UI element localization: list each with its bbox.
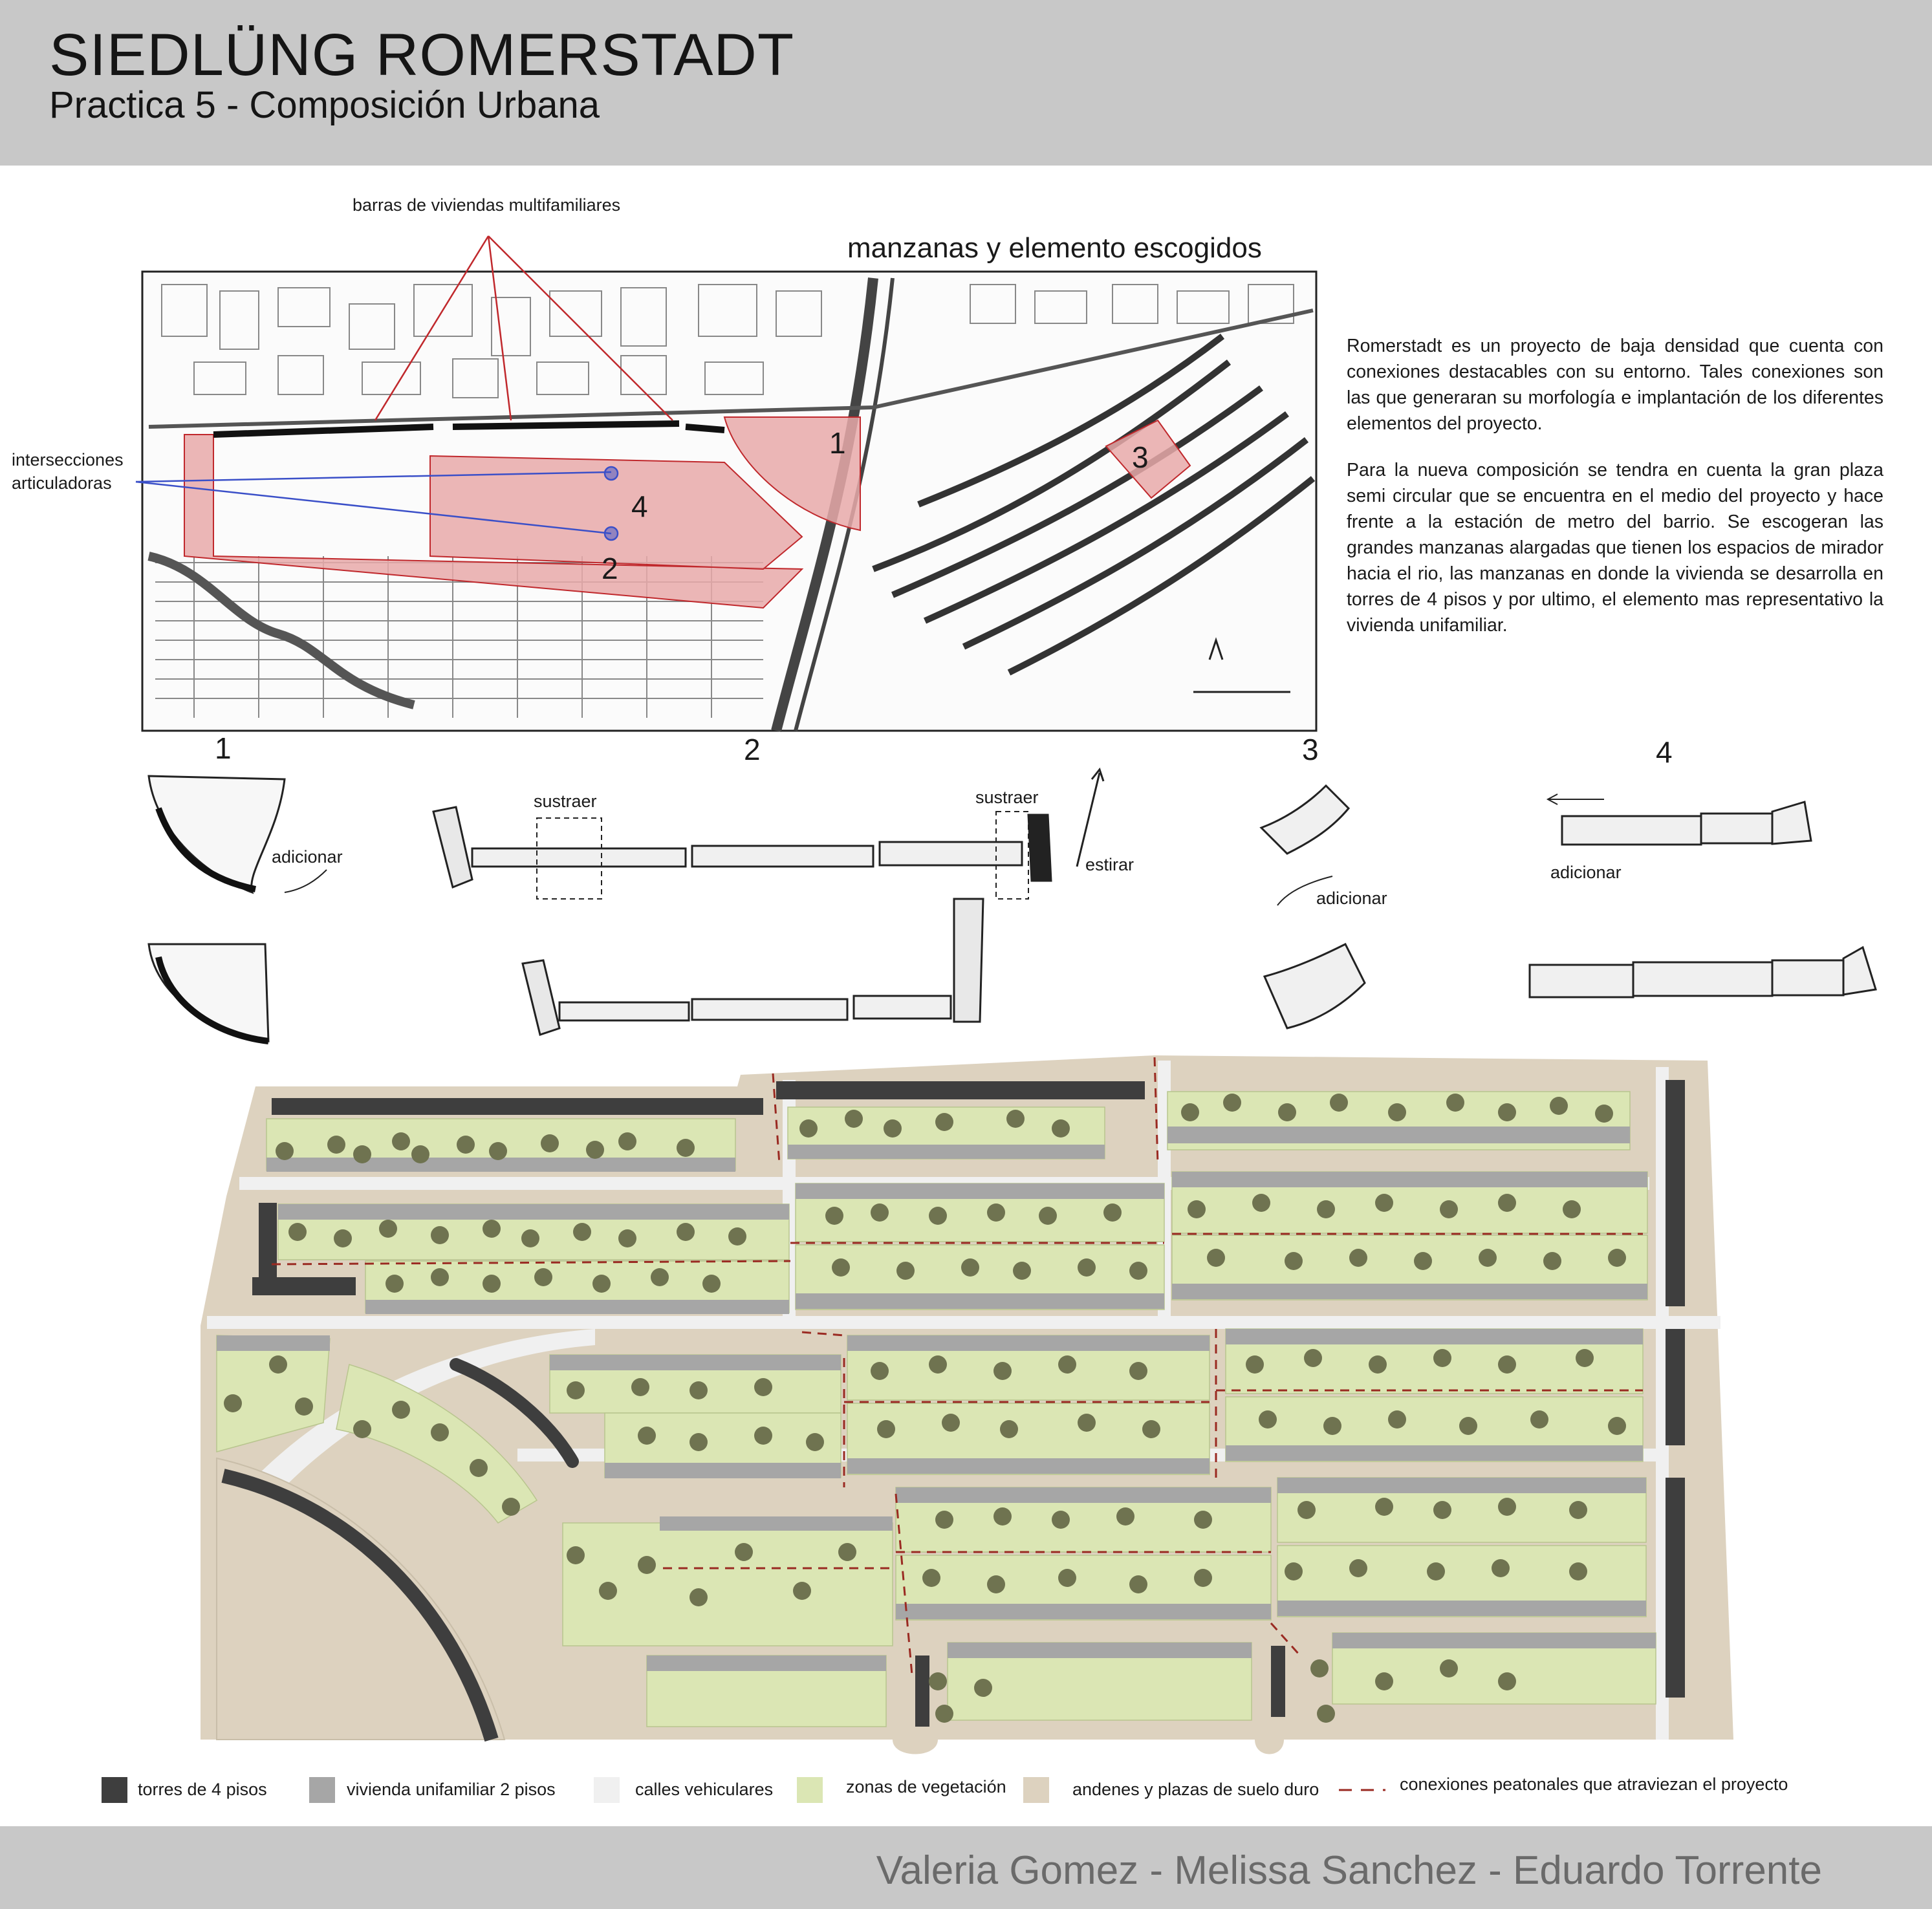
label-adicionar-1: adicionar	[272, 847, 343, 867]
label-articuladoras: articuladoras	[12, 473, 112, 493]
op1-bottom	[149, 944, 268, 1041]
op1-top	[149, 776, 285, 892]
page-subtitle: Practica 5 - Composición Urbana	[49, 84, 600, 126]
operations-diagrams	[0, 763, 1932, 1061]
legend-swatch-towers	[102, 1777, 127, 1803]
legend-swatch-streets	[594, 1777, 620, 1803]
label-sustraer-1: sustraer	[534, 792, 597, 811]
site-map	[0, 175, 1358, 737]
op2-top	[433, 807, 1051, 887]
description-paragraph-2: Para la nueva composición se tendra en cuenta la gran plaza semi circular que se encuentra en el medio del proyecto y hace frente a la estación de metro del barrio. Se escogeran las grandes manzanas alargadas que tienen los espacios de mirador hacia el rio, las manzanas en donde la vivienda se desarrolla en torres de 4 pisos y por ultimo, el elemento mas representativo la vivienda unifamiliar.	[1347, 460, 1883, 636]
op4-bottom	[1530, 947, 1876, 997]
legend-swatch-connections	[1338, 1782, 1387, 1795]
operation-number-3: 3	[1302, 733, 1319, 766]
op3-arrow	[1277, 876, 1332, 905]
legend-label-houses: vivienda unifamiliar 2 pisos	[347, 1780, 556, 1799]
label-intersecciones: intersecciones	[12, 450, 124, 469]
label-adicionar-4: adicionar	[1550, 863, 1622, 882]
legend-swatch-vegetation	[797, 1777, 823, 1803]
op4-arrow	[1548, 794, 1604, 804]
legend-swatch-hardscape	[1023, 1777, 1049, 1803]
label-sustraer-2: sustraer	[975, 788, 1039, 807]
op2-stretch-arrow	[1077, 770, 1103, 867]
map-marker-1: 1	[829, 426, 846, 460]
map-marker-4: 4	[631, 490, 648, 523]
legend-label-streets: calles vehiculares	[635, 1780, 774, 1799]
description-paragraph-1: Romerstadt es un proyecto de baja densidad que cuenta con conexiones destacables con su entorno. Tales conexiones son las que generaran su morfología e implantación de los diferentes elementos del proyecto.	[1347, 336, 1883, 434]
legend-label-towers: torres de 4 pisos	[138, 1780, 267, 1799]
legend-label-connections: conexiones peatonales que atraviezan el proyecto	[1400, 1774, 1788, 1794]
label-estirar: estirar	[1085, 855, 1134, 874]
operation-number-4: 4	[1656, 735, 1673, 769]
label-manzanas: manzanas y elemento escogidos	[847, 232, 1262, 264]
label-barras: barras de viviendas multifamiliares	[353, 195, 621, 215]
op4-top	[1562, 802, 1811, 845]
op3-bottom	[1264, 944, 1365, 1028]
op3-top	[1261, 786, 1349, 854]
map-marker-2: 2	[602, 552, 618, 585]
authors: Valeria Gomez - Melissa Sanchez - Eduardo Torrente	[876, 1848, 1822, 1893]
operation-number-2: 2	[744, 733, 761, 766]
op1-arrow	[285, 870, 327, 892]
master-plan	[0, 1048, 1932, 1759]
op2-bottom	[523, 899, 983, 1035]
legend-label-hardscape: andenes y plazas de suelo duro	[1072, 1780, 1319, 1799]
operation-number-1: 1	[215, 731, 232, 765]
label-adicionar-3: adicionar	[1316, 889, 1387, 908]
legend-swatch-houses	[309, 1777, 335, 1803]
page-title: SIEDLÜNG ROMERSTADT	[49, 22, 795, 88]
map-marker-3: 3	[1132, 440, 1149, 474]
legend-label-vegetation: zonas de vegetación	[846, 1777, 1006, 1796]
